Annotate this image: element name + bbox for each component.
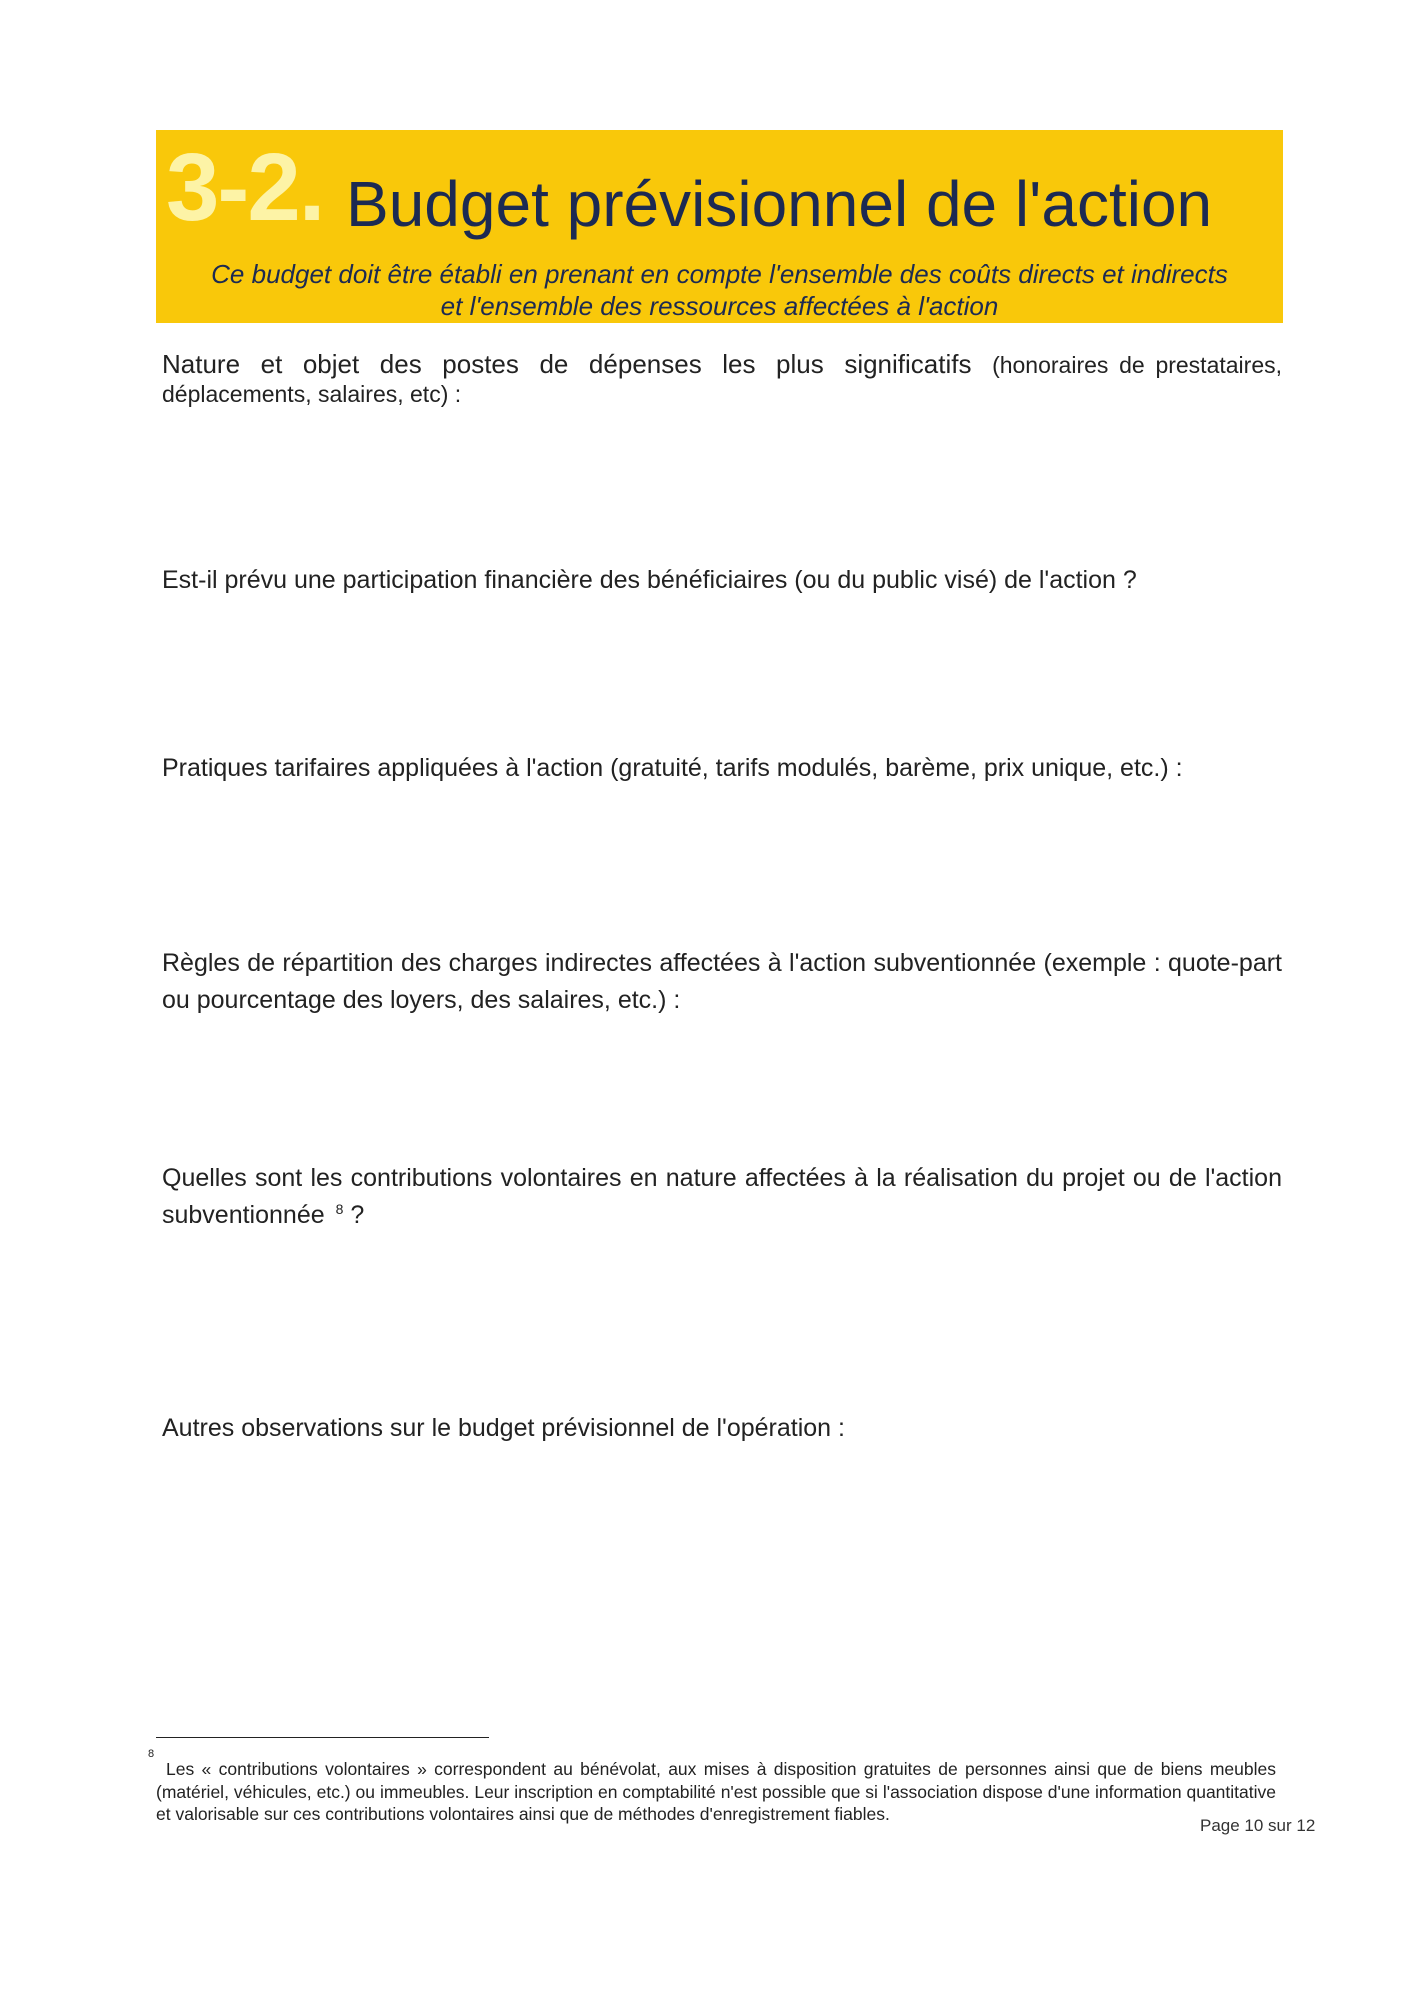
section-title: Budget prévisionnel de l'action — [346, 168, 1213, 240]
section-subtitle-line-1: Ce budget doit être établi en prenant en compte l'ensemble des coûts directs et indirects — [211, 259, 1228, 289]
footnote-reference[interactable]: 8 — [335, 1200, 344, 1217]
footnote-text: Les « contributions volontaires » correspondent au bénévolat, aux mises à disposition gratuites de personnes ainsi que de biens meubles (matériel, véhicules, etc.) ou immeubles. Leur inscription en comptabilité n'est possible que si l'association dispose d'une information quantitative et valorisable sur ces contributions volontaires ainsi que de méthodes d'enregistrement fiables. — [156, 1759, 1276, 1824]
footnote-separator — [156, 1737, 489, 1738]
question-depenses-detail: (honoraires de prestataires, déplacements, salaires, etc) : — [162, 352, 1283, 407]
question-participation: Est-il prévu une participation financière des bénéficiaires (ou du public visé) de l'action ? — [162, 566, 1137, 594]
question-contributions-text: Quelles sont les contributions volontaires en nature affectées à la réalisation du projet ou de l'action subventionnée — [162, 1164, 1282, 1229]
question-depenses — [162, 350, 1282, 408]
section-subtitle — [156, 258, 1283, 322]
question-observations: Autres observations sur le budget prévisionnel de l'opération : — [162, 1414, 845, 1442]
section-header — [156, 130, 1283, 323]
question-depenses-main: Nature et objet des postes de dépenses les plus significatifs — [162, 349, 972, 379]
question-repartition: Règles de répartition des charges indirectes affectées à l'action subventionnée (exemple : quote-part ou pourcentage des loyers, des salaires, etc.) : — [162, 949, 1282, 1014]
section-number: 3-2. — [166, 134, 324, 241]
page-number: Page 10 sur 12 — [1200, 1816, 1316, 1835]
question-contributions-end: ? — [350, 1201, 365, 1229]
question-contributions — [162, 1160, 1282, 1234]
question-tarifs: Pratiques tarifaires appliquées à l'action (gratuité, tarifs modulés, barème, prix unique, etc.) : — [162, 754, 1183, 782]
footnote-marker: 8 — [148, 1748, 155, 1760]
section-subtitle-line-2: et l'ensemble des ressources affectées à l'action — [440, 291, 999, 321]
